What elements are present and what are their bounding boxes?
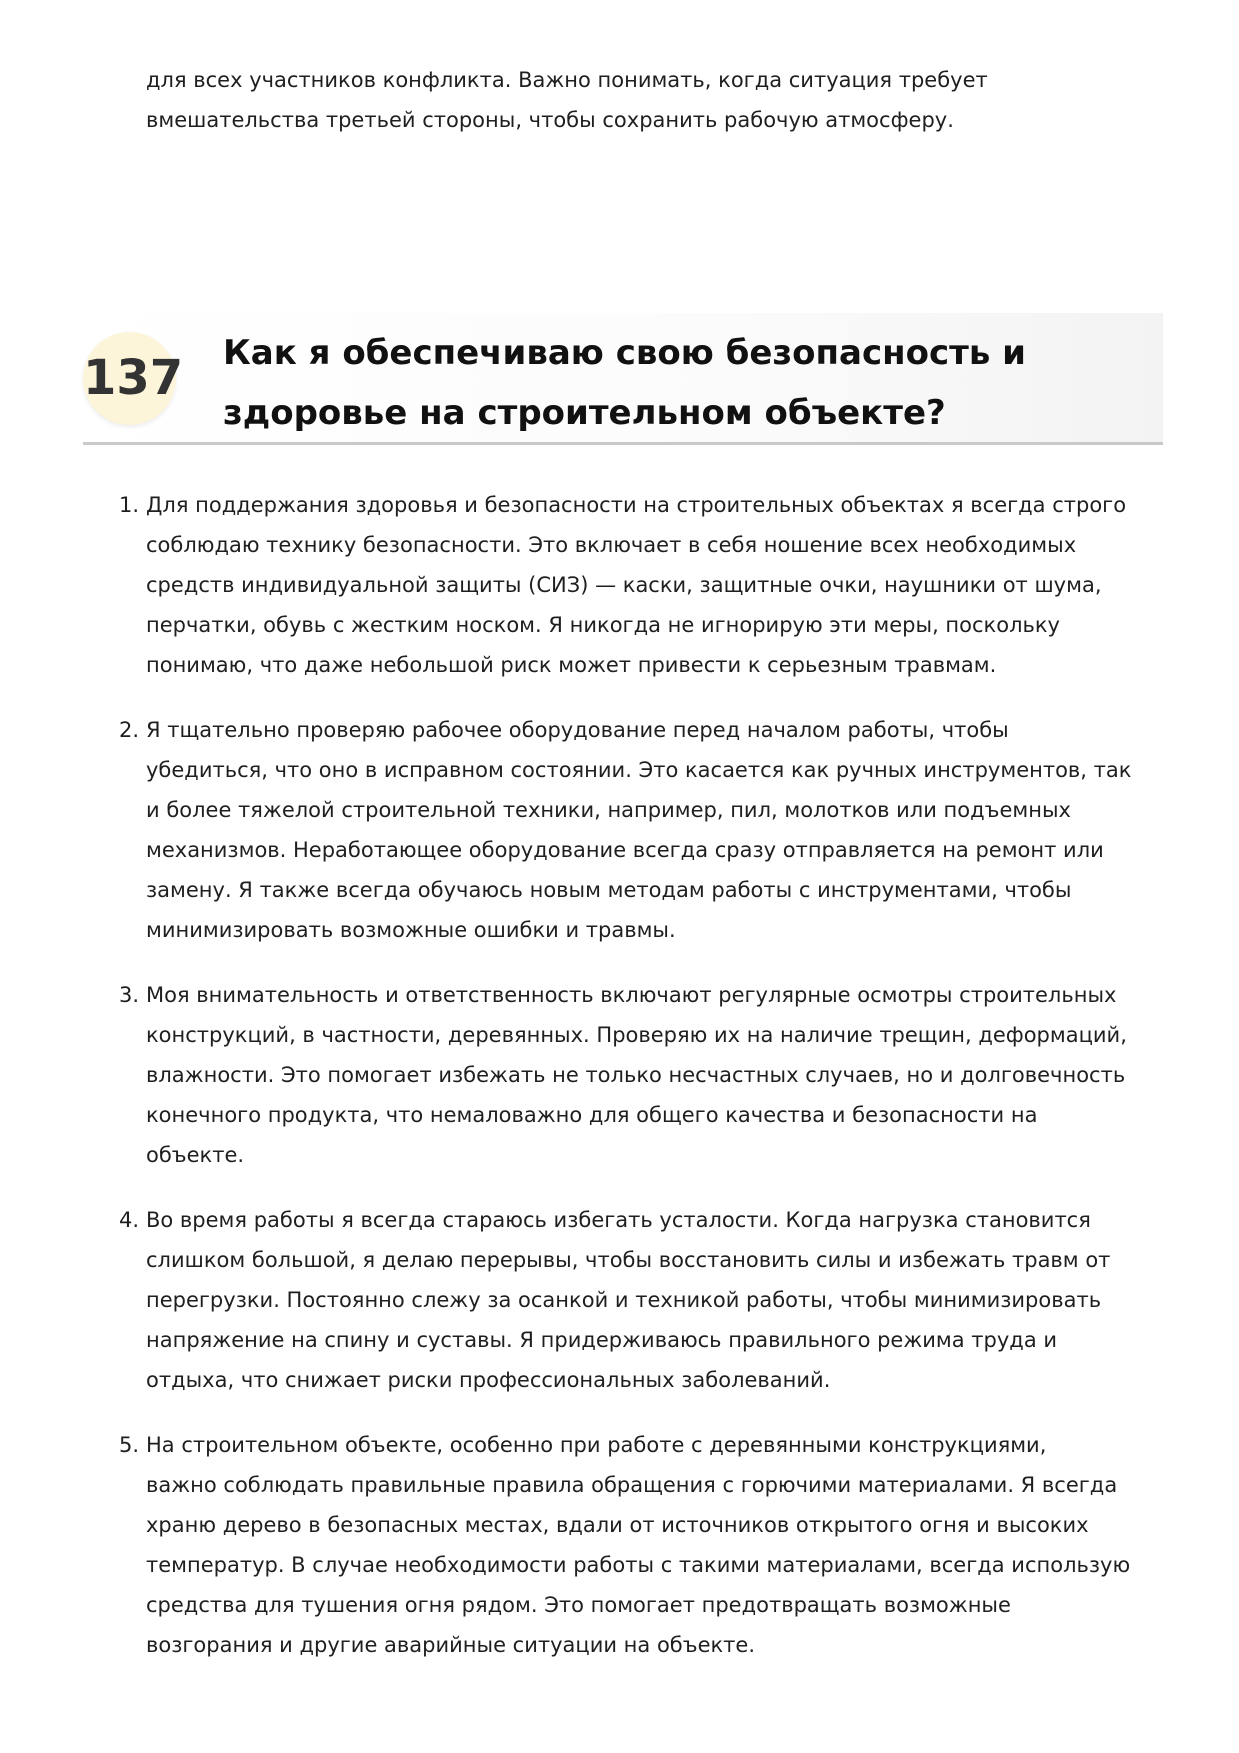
- answer-line: соблюдаю технику безопасности. Это включает в себя ношение всех необходимых: [146, 533, 1077, 557]
- question-number: 137: [83, 350, 184, 406]
- question-title-line: Как я обеспечиваю свою безопасность и: [223, 333, 1026, 373]
- answer-line: напряжение на спину и суставы. Я придерживаюсь правильного режима труда и: [146, 1328, 1058, 1352]
- question-header: [83, 313, 1163, 445]
- answer-line: механизмов. Неработающее оборудование всегда сразу отправляется на ремонт или: [146, 838, 1104, 862]
- answer-line: конструкций, в частности, деревянных. Проверяю их на наличие трещин, деформаций,: [146, 1023, 1127, 1047]
- intro-line: для всех участников конфликта. Важно понимать, когда ситуация требует: [146, 68, 988, 92]
- answer-number: 3.: [119, 983, 140, 1007]
- answer-line: перчатки, обувь с жестким носком. Я никогда не игнорирую эти меры, поскольку: [146, 613, 1060, 637]
- answer-line: убедиться, что оно в исправном состоянии. Это касается как ручных инструментов, так: [146, 758, 1132, 782]
- answer-line: слишком большой, я делаю перерывы, чтобы восстановить силы и избежать травм от: [146, 1248, 1111, 1272]
- answer-number: 2.: [119, 718, 140, 742]
- answer-line: объекте.: [146, 1143, 245, 1167]
- question-number-badge: [83, 332, 184, 425]
- answer-line: минимизировать возможные ошибки и травмы.: [146, 918, 676, 942]
- answer-line: важно соблюдать правильные правила обращения с горючими материалами. Я всегда: [146, 1473, 1118, 1497]
- answer-line: влажности. Это помогает избежать не только несчастных случаев, но и долговечность: [146, 1063, 1126, 1087]
- answer-line: отдыха, что снижает риски профессиональных заболеваний.: [146, 1368, 831, 1392]
- answer-line: и более тяжелой строительной техники, например, пил, молотков или подъемных: [146, 798, 1071, 822]
- answer-line: Во время работы я всегда стараюсь избегать усталости. Когда нагрузка становится: [146, 1208, 1091, 1232]
- answer-line: Для поддержания здоровья и безопасности на строительных объектах я всегда строго: [146, 493, 1127, 517]
- answer-line: Моя внимательность и ответственность включают регулярные осмотры строительных: [146, 983, 1117, 1007]
- answer-item-2: [119, 710, 1161, 950]
- answer-line: средства для тушения огня рядом. Это помогает предотвращать возможные: [146, 1593, 1011, 1617]
- answer-line: перегрузки. Постоянно слежу за осанкой и техникой работы, чтобы минимизировать: [146, 1288, 1102, 1312]
- intro-line: вмешательства третьей стороны, чтобы сохранить рабочую атмосферу.: [146, 108, 954, 132]
- answer-number: 1.: [119, 493, 140, 517]
- answer-item-4: [119, 1200, 1161, 1400]
- question-title: [223, 323, 1153, 443]
- intro-paragraph: [146, 60, 1156, 140]
- answer-line: температур. В случае необходимости работы с такими материалами, всегда использую: [146, 1553, 1131, 1577]
- answer-line: храню дерево в безопасных местах, вдали от источников открытого огня и высоких: [146, 1513, 1089, 1537]
- answer-number: 4.: [119, 1208, 140, 1232]
- answer-line: На строительном объекте, особенно при работе с деревянными конструкциями,: [146, 1433, 1047, 1457]
- answer-line: понимаю, что даже небольшой риск может привести к серьезным травмам.: [146, 653, 997, 677]
- answer-line: Я тщательно проверяю рабочее оборудование перед началом работы, чтобы: [146, 718, 1009, 742]
- answer-item-1: [119, 485, 1161, 685]
- question-title-line: здоровье на строительном объекте?: [223, 393, 946, 433]
- answer-line: конечного продукта, что немаловажно для общего качества и безопасности на: [146, 1103, 1038, 1127]
- answer-line: средств индивидуальной защиты (СИЗ) — каски, защитные очки, наушники от шума,: [146, 573, 1102, 597]
- answer-line: возгорания и другие аварийные ситуации на объекте.: [146, 1633, 756, 1657]
- answer-number: 5.: [119, 1433, 140, 1457]
- answer-line: замену. Я также всегда обучаюсь новым методам работы с инструментами, чтобы: [146, 878, 1072, 902]
- answer-list: [119, 485, 1161, 1690]
- answer-item-3: [119, 975, 1161, 1175]
- answer-item-5: [119, 1425, 1161, 1665]
